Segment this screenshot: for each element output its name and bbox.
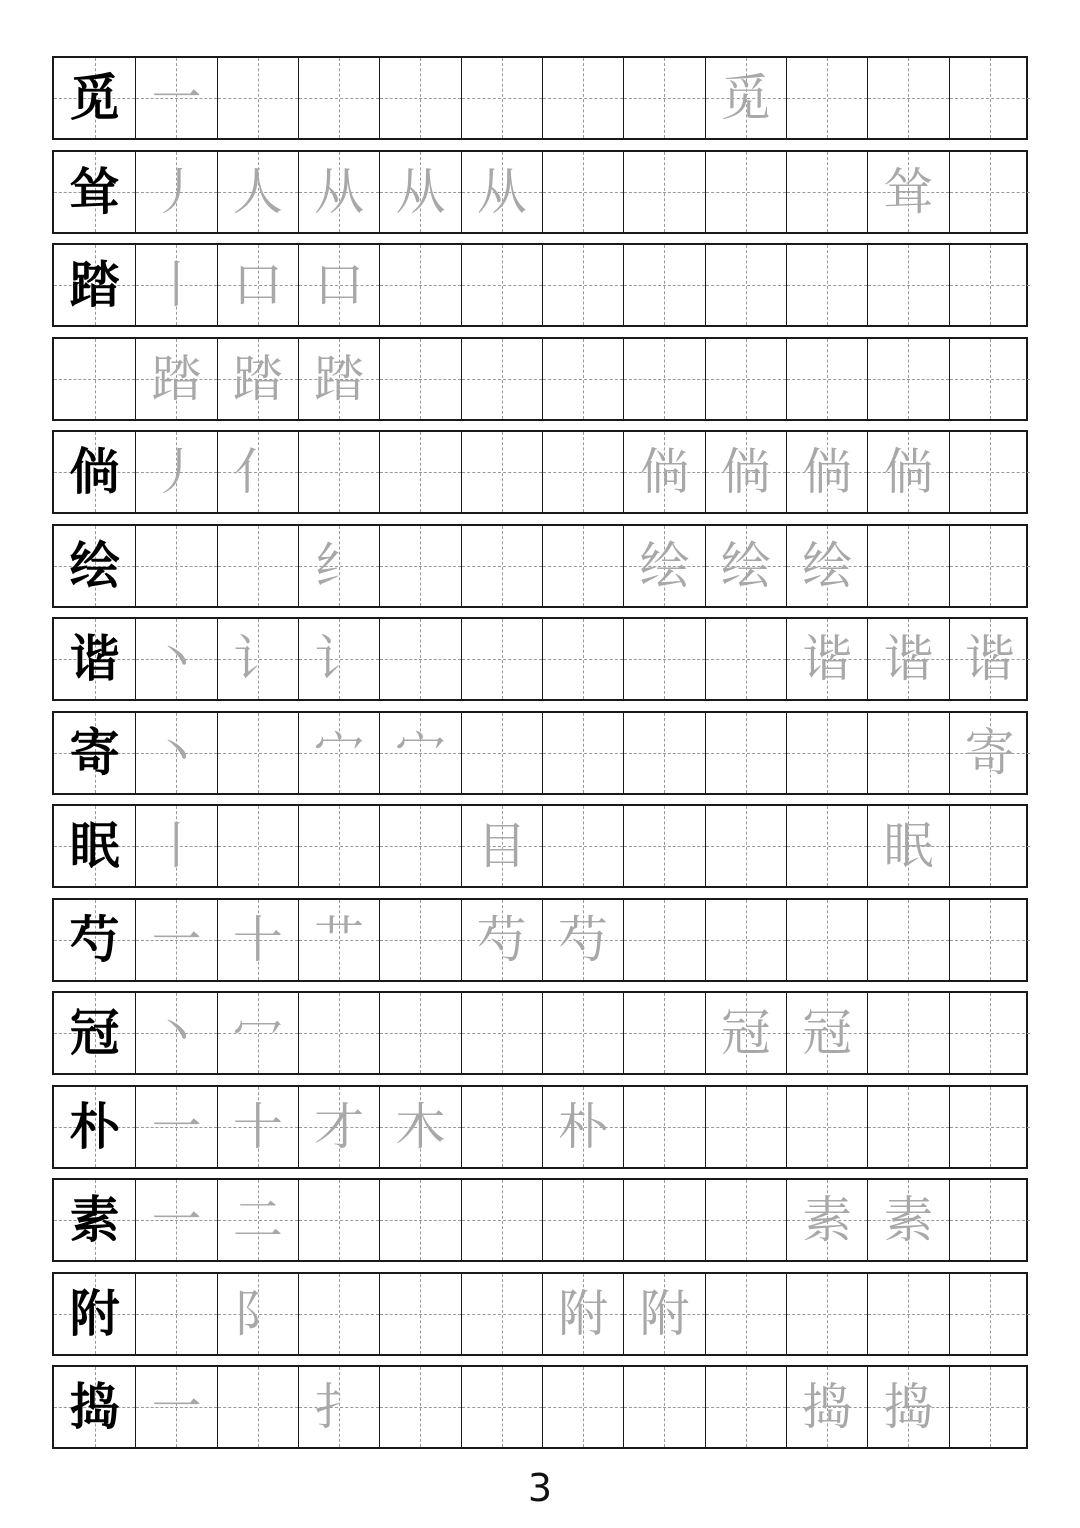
stroke-step-character: 冠 — [720, 1004, 771, 1062]
tracing-cell — [867, 1367, 948, 1447]
stroke-step-character: 附 — [639, 1284, 690, 1343]
tracing-cell — [786, 1087, 867, 1167]
tracing-cell — [217, 1180, 298, 1260]
tracing-cell — [135, 245, 216, 325]
tracing-cell — [135, 1087, 216, 1167]
tracing-cell — [461, 900, 542, 980]
tracing-cell — [949, 152, 1030, 232]
tracing-cell — [949, 1367, 1030, 1447]
tracing-cell — [135, 619, 216, 699]
tracing-cell — [867, 1274, 948, 1354]
tracing-cell — [786, 1367, 867, 1447]
tracing-cell — [786, 993, 867, 1073]
tracing-cell — [705, 619, 786, 699]
stroke-step-character: 一 — [151, 1191, 202, 1249]
tracing-cell — [786, 619, 867, 699]
tracing-cell — [298, 1274, 379, 1354]
tracing-cell — [298, 152, 379, 232]
tracing-cell — [949, 806, 1030, 886]
model-character: 耸 — [69, 162, 120, 221]
model-character-cell — [54, 806, 135, 886]
tracing-cell — [298, 713, 379, 793]
tracing-cell — [705, 993, 786, 1073]
tracing-cell — [379, 1087, 460, 1167]
model-character-cell — [54, 1274, 135, 1354]
tracing-cell — [379, 993, 460, 1073]
model-character: 捣 — [69, 1378, 120, 1436]
practice-row — [52, 430, 1028, 514]
model-character: 踏 — [69, 256, 120, 314]
practice-row — [52, 617, 1028, 701]
tracing-cell — [949, 1274, 1030, 1354]
tracing-cell — [705, 806, 786, 886]
stroke-step-character: 一 — [151, 69, 202, 127]
tracing-cell — [705, 432, 786, 512]
tracing-cell — [623, 1367, 704, 1447]
model-character-cell — [54, 713, 135, 793]
stroke-step-character: 绘 — [639, 536, 690, 595]
tracing-cell — [461, 58, 542, 138]
tracing-cell — [135, 526, 216, 606]
tracing-cell — [786, 339, 867, 419]
tracing-cell — [298, 1087, 379, 1167]
tracing-cell — [217, 1274, 298, 1354]
tracing-cell — [135, 432, 216, 512]
stroke-step-character: 阝 — [232, 1284, 283, 1343]
tracing-cell — [379, 245, 460, 325]
tracing-cell — [135, 339, 216, 419]
tracing-cell — [379, 1367, 460, 1447]
tracing-cell — [949, 900, 1030, 980]
practice-row — [52, 1272, 1028, 1356]
tracing-cell — [786, 713, 867, 793]
stroke-step-character: 谐 — [964, 630, 1015, 688]
model-character-cell — [54, 526, 135, 606]
stroke-step-character: 倘 — [720, 443, 771, 501]
model-character: 寄 — [69, 723, 120, 782]
tracing-cell — [705, 900, 786, 980]
stroke-step-character: 倘 — [639, 443, 690, 501]
tracing-cell — [542, 1367, 623, 1447]
tracing-cell — [867, 806, 948, 886]
tracing-cell — [705, 58, 786, 138]
tracing-cell — [542, 339, 623, 419]
stroke-step-character: 口 — [232, 256, 283, 314]
stroke-step-character: 扌 — [314, 1378, 365, 1436]
tracing-cell — [135, 713, 216, 793]
model-character-cell — [54, 900, 135, 980]
tracing-cell — [461, 993, 542, 1073]
model-character-cell — [54, 432, 135, 512]
tracing-cell — [786, 152, 867, 232]
stroke-step-character: 绘 — [802, 536, 853, 595]
tracing-cell — [217, 1087, 298, 1167]
tracing-cell — [867, 526, 948, 606]
tracing-cell — [217, 245, 298, 325]
tracing-cell — [379, 432, 460, 512]
tracing-cell — [298, 58, 379, 138]
tracing-cell — [542, 713, 623, 793]
model-character-cell — [54, 1180, 135, 1260]
tracing-cell — [705, 339, 786, 419]
practice-row — [52, 524, 1028, 608]
model-character: 觅 — [69, 69, 120, 127]
tracing-cell — [135, 58, 216, 138]
tracing-cell — [705, 713, 786, 793]
tracing-cell — [867, 619, 948, 699]
tracing-cell — [217, 806, 298, 886]
tracing-cell — [867, 713, 948, 793]
stroke-step-character: 眠 — [883, 817, 934, 875]
tracing-cell — [298, 993, 379, 1073]
tracing-cell — [461, 152, 542, 232]
tracing-cell — [786, 245, 867, 325]
practice-row — [52, 243, 1028, 327]
tracing-cell — [54, 339, 135, 419]
stroke-step-character: 十 — [232, 910, 283, 969]
tracing-cell — [705, 526, 786, 606]
tracing-cell — [786, 900, 867, 980]
tracing-cell — [542, 993, 623, 1073]
stroke-step-character: 倘 — [883, 443, 934, 501]
tracing-cell — [135, 1274, 216, 1354]
tracing-cell — [542, 1180, 623, 1260]
tracing-cell — [786, 1274, 867, 1354]
tracing-cell — [867, 245, 948, 325]
tracing-cell — [623, 900, 704, 980]
tracing-cell — [135, 1367, 216, 1447]
tracing-cell — [217, 900, 298, 980]
tracing-cell — [217, 152, 298, 232]
tracing-cell — [542, 58, 623, 138]
stroke-step-character: 一 — [151, 1378, 202, 1436]
tracing-cell — [379, 1274, 460, 1354]
stroke-step-character: 木 — [395, 1097, 446, 1156]
tracing-cell — [867, 339, 948, 419]
tracing-cell — [298, 1367, 379, 1447]
tracing-cell — [461, 245, 542, 325]
stroke-step-character: 素 — [802, 1191, 853, 1249]
stroke-step-character: 人 — [232, 162, 283, 221]
tracing-cell — [217, 526, 298, 606]
stroke-step-character: 艹 — [314, 910, 365, 969]
stroke-step-character: 从 — [476, 162, 527, 221]
tracing-cell — [298, 900, 379, 980]
stroke-step-character: 宀 — [395, 723, 446, 782]
stroke-step-character: 冖 — [232, 1004, 283, 1062]
model-character-cell — [54, 58, 135, 138]
practice-row — [52, 711, 1028, 795]
tracing-cell — [461, 432, 542, 512]
tracing-cell — [623, 152, 704, 232]
tracing-cell — [623, 1180, 704, 1260]
stroke-step-character: 丿 — [151, 443, 202, 501]
practice-row — [52, 150, 1028, 234]
tracing-cell — [461, 1087, 542, 1167]
stroke-step-character: 绘 — [720, 536, 771, 595]
stroke-step-character: 讠 — [232, 630, 283, 688]
model-character: 芍 — [69, 910, 120, 969]
practice-row — [52, 991, 1028, 1075]
tracing-cell — [379, 619, 460, 699]
model-character: 眠 — [69, 817, 120, 875]
tracing-cell — [542, 526, 623, 606]
tracing-cell — [379, 900, 460, 980]
tracing-cell — [542, 619, 623, 699]
model-character: 朴 — [69, 1097, 120, 1156]
tracing-cell — [461, 806, 542, 886]
tracing-cell — [298, 339, 379, 419]
practice-row — [52, 1365, 1028, 1449]
tracing-cell — [949, 619, 1030, 699]
tracing-cell — [542, 245, 623, 325]
tracing-cell — [379, 1180, 460, 1260]
stroke-step-character: 朴 — [558, 1097, 609, 1156]
stroke-step-character: 宀 — [314, 723, 365, 782]
tracing-cell — [298, 526, 379, 606]
tracing-cell — [542, 432, 623, 512]
tracing-cell — [135, 993, 216, 1073]
stroke-step-character: 从 — [395, 162, 446, 221]
stroke-step-character: 纟 — [314, 536, 365, 595]
tracing-cell — [949, 713, 1030, 793]
tracing-cell — [623, 58, 704, 138]
tracing-cell — [217, 619, 298, 699]
tracing-cell — [786, 526, 867, 606]
stroke-step-character: 踏 — [314, 349, 365, 408]
practice-row — [52, 898, 1028, 982]
model-character: 倘 — [69, 443, 120, 501]
stroke-step-character: 寄 — [964, 723, 1015, 782]
tracing-cell — [135, 806, 216, 886]
stroke-step-character: 谐 — [802, 630, 853, 688]
stroke-step-character: 十 — [232, 1097, 283, 1156]
stroke-step-character: 芍 — [558, 910, 609, 969]
tracing-cell — [623, 1274, 704, 1354]
tracing-cell — [379, 806, 460, 886]
stroke-step-character: 捣 — [883, 1378, 934, 1436]
tracing-cell — [705, 152, 786, 232]
tracing-cell — [949, 993, 1030, 1073]
tracing-cell — [867, 58, 948, 138]
model-character-cell — [54, 1367, 135, 1447]
stroke-step-character: 倘 — [802, 443, 853, 501]
tracing-cell — [623, 432, 704, 512]
tracing-cell — [786, 806, 867, 886]
tracing-cell — [298, 432, 379, 512]
practice-row — [52, 1178, 1028, 1262]
tracing-cell — [623, 526, 704, 606]
tracing-cell — [461, 526, 542, 606]
tracing-cell — [298, 1180, 379, 1260]
stroke-step-character: 亻 — [232, 443, 283, 501]
tracing-cell — [298, 806, 379, 886]
model-character-cell — [54, 152, 135, 232]
stroke-step-character: 才 — [314, 1097, 365, 1156]
stroke-step-character: 附 — [558, 1284, 609, 1343]
tracing-cell — [623, 713, 704, 793]
tracing-cell — [949, 1180, 1030, 1260]
tracing-cell — [217, 1367, 298, 1447]
tracing-cell — [542, 1274, 623, 1354]
stroke-step-character: 丶 — [151, 630, 202, 688]
tracing-cell — [867, 1087, 948, 1167]
stroke-step-character: 芍 — [476, 910, 527, 969]
practice-grid — [52, 56, 1028, 1459]
stroke-step-character: 讠 — [314, 630, 365, 688]
model-character-cell — [54, 619, 135, 699]
tracing-cell — [542, 1087, 623, 1167]
tracing-cell — [623, 806, 704, 886]
tracing-cell — [461, 1367, 542, 1447]
tracing-cell — [949, 339, 1030, 419]
stroke-step-character: 捣 — [802, 1378, 853, 1436]
stroke-step-character: 踏 — [151, 349, 202, 408]
model-character-cell — [54, 993, 135, 1073]
page-number: 3 — [527, 1466, 553, 1510]
stroke-step-character: 丶 — [151, 723, 202, 782]
model-character: 谐 — [69, 630, 120, 688]
tracing-cell — [705, 1180, 786, 1260]
tracing-cell — [461, 619, 542, 699]
model-character: 绘 — [69, 536, 120, 595]
stroke-step-character: 二 — [232, 1191, 283, 1249]
tracing-cell — [949, 1087, 1030, 1167]
tracing-cell — [786, 432, 867, 512]
tracing-cell — [623, 245, 704, 325]
stroke-step-character: 一 — [151, 910, 202, 969]
tracing-cell — [867, 900, 948, 980]
stroke-step-character: 觅 — [720, 69, 771, 127]
tracing-cell — [705, 245, 786, 325]
model-character: 附 — [69, 1284, 120, 1343]
stroke-step-character: 从 — [314, 162, 365, 221]
practice-row — [52, 337, 1028, 421]
tracing-cell — [217, 432, 298, 512]
tracing-cell — [705, 1274, 786, 1354]
model-character: 素 — [69, 1191, 120, 1249]
tracing-cell — [786, 58, 867, 138]
tracing-cell — [623, 993, 704, 1073]
stroke-step-character: 一 — [151, 1097, 202, 1156]
tracing-cell — [623, 1087, 704, 1167]
tracing-cell — [135, 152, 216, 232]
stroke-step-character: 冠 — [802, 1004, 853, 1062]
practice-row — [52, 804, 1028, 888]
practice-row — [52, 56, 1028, 140]
tracing-cell — [461, 1180, 542, 1260]
tracing-cell — [461, 1274, 542, 1354]
tracing-cell — [867, 152, 948, 232]
tracing-cell — [705, 1367, 786, 1447]
tracing-cell — [867, 432, 948, 512]
tracing-cell — [379, 152, 460, 232]
tracing-cell — [461, 713, 542, 793]
tracing-cell — [542, 806, 623, 886]
tracing-cell — [705, 1087, 786, 1167]
tracing-cell — [786, 1180, 867, 1260]
model-character-cell — [54, 245, 135, 325]
stroke-step-character: 目 — [476, 817, 527, 875]
stroke-step-character: 口 — [314, 256, 365, 314]
stroke-step-character: 踏 — [232, 349, 283, 408]
stroke-step-character: 谐 — [883, 630, 934, 688]
tracing-cell — [135, 900, 216, 980]
tracing-cell — [217, 339, 298, 419]
stroke-step-character: 素 — [883, 1191, 934, 1249]
model-character: 冠 — [69, 1004, 120, 1062]
tracing-cell — [623, 619, 704, 699]
tracing-cell — [298, 245, 379, 325]
tracing-cell — [949, 526, 1030, 606]
tracing-cell — [217, 713, 298, 793]
tracing-cell — [461, 339, 542, 419]
tracing-cell — [379, 339, 460, 419]
tracing-cell — [949, 432, 1030, 512]
tracing-cell — [379, 58, 460, 138]
model-character-cell — [54, 1087, 135, 1167]
tracing-cell — [867, 993, 948, 1073]
tracing-cell — [623, 339, 704, 419]
tracing-cell — [542, 900, 623, 980]
stroke-step-character: 丶 — [151, 1004, 202, 1062]
tracing-cell — [867, 1180, 948, 1260]
tracing-cell — [217, 993, 298, 1073]
stroke-step-character: 丨 — [151, 817, 202, 875]
tracing-cell — [298, 619, 379, 699]
tracing-cell — [949, 245, 1030, 325]
stroke-step-character: 耸 — [883, 162, 934, 221]
tracing-cell — [379, 526, 460, 606]
tracing-cell — [135, 1180, 216, 1260]
practice-row — [52, 1085, 1028, 1169]
tracing-cell — [217, 58, 298, 138]
tracing-cell — [949, 58, 1030, 138]
tracing-cell — [379, 713, 460, 793]
stroke-step-character: 丿 — [151, 162, 202, 221]
stroke-step-character: 丨 — [151, 256, 202, 314]
tracing-cell — [542, 152, 623, 232]
